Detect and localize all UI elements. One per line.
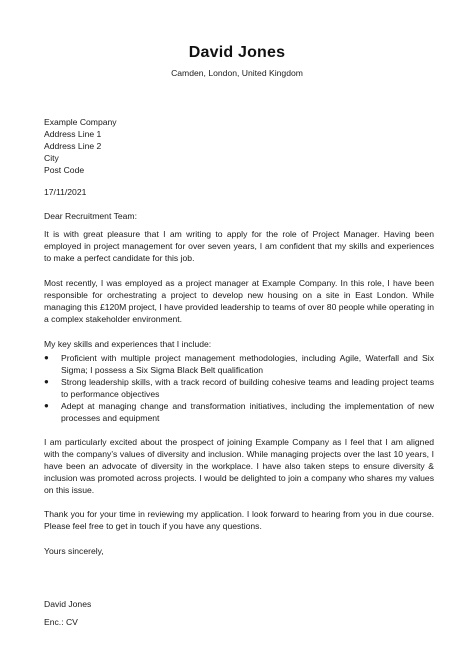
recipient-company: Example Company — [44, 117, 117, 127]
recipient-post-code: Post Code — [44, 165, 85, 176]
recipient-address-line-2: Address Line 2 — [44, 141, 102, 152]
sender-name: David Jones — [188, 44, 286, 61]
enclosure: Enc.: CV — [44, 617, 78, 627]
skill-text: Proficient with multiple project management methodologies, including Agile, Waterfall and Six Sigma; I possess a Six Sigma Black Belt qualification — [61, 353, 434, 376]
recipient-city: City — [44, 153, 59, 164]
recipient-address-line-1: Address Line 1 — [44, 129, 102, 140]
paragraph-intro: It is with great pleasure that I am writing to apply for the role of Project Manager. Having been employed in project management for over seven years, I am confident that my skills and experiences to make a perfect candidate for this job. — [44, 229, 434, 264]
sender-location: Camden, London, United Kingdom — [171, 68, 303, 78]
paragraph-values: I am particularly excited about the prospect of joining Example Company as I feel that I am aligned with the company’s values of diversity and inclusion. While managing projects over the last 10 years, I have been an advocate of diversity in the workplace. I have also taken steps to ensure diversity & inclusion was promoted across projects. I would be delighted to join a company who shares my values on this issue. — [44, 437, 434, 496]
recipient-address — [44, 116, 434, 176]
list-item — [44, 400, 434, 424]
list-item — [44, 376, 434, 400]
paragraph-skills-intro: My key skills and experiences that I include: — [44, 339, 212, 349]
skill-text: Adept at managing change and transformation initiatives, including the implementation of new processes and equipment — [61, 401, 434, 424]
closing: Yours sincerely, — [44, 546, 104, 556]
skill-text: Strong leadership skills, with a track record of building cohesive teams and leading project teams to performance objectives — [61, 377, 434, 400]
bullet-icon: ● — [44, 377, 49, 387]
salutation: Dear Recruitment Team: — [44, 211, 137, 221]
paragraph-thanks: Thank you for your time in reviewing my application. I look forward to hearing from you in due course. Please feel free to get in touch if you have any questions. — [44, 509, 434, 532]
letter-date: 17/11/2021 — [44, 187, 87, 197]
bullet-icon: ● — [44, 353, 49, 362]
skills-list — [44, 352, 434, 425]
list-item — [44, 352, 434, 376]
signature-name: David Jones — [44, 599, 92, 609]
bullet-icon: ● — [44, 401, 49, 411]
paragraph-experience: Most recently, I was employed as a project manager at Example Company. In this role, I have been responsible for orchestrating a project to develop new housing on a site in East London. While managing this £120M project, I have provided leadership to teams of over 80 people while operating in a complex stakeholder environment. — [44, 278, 434, 325]
